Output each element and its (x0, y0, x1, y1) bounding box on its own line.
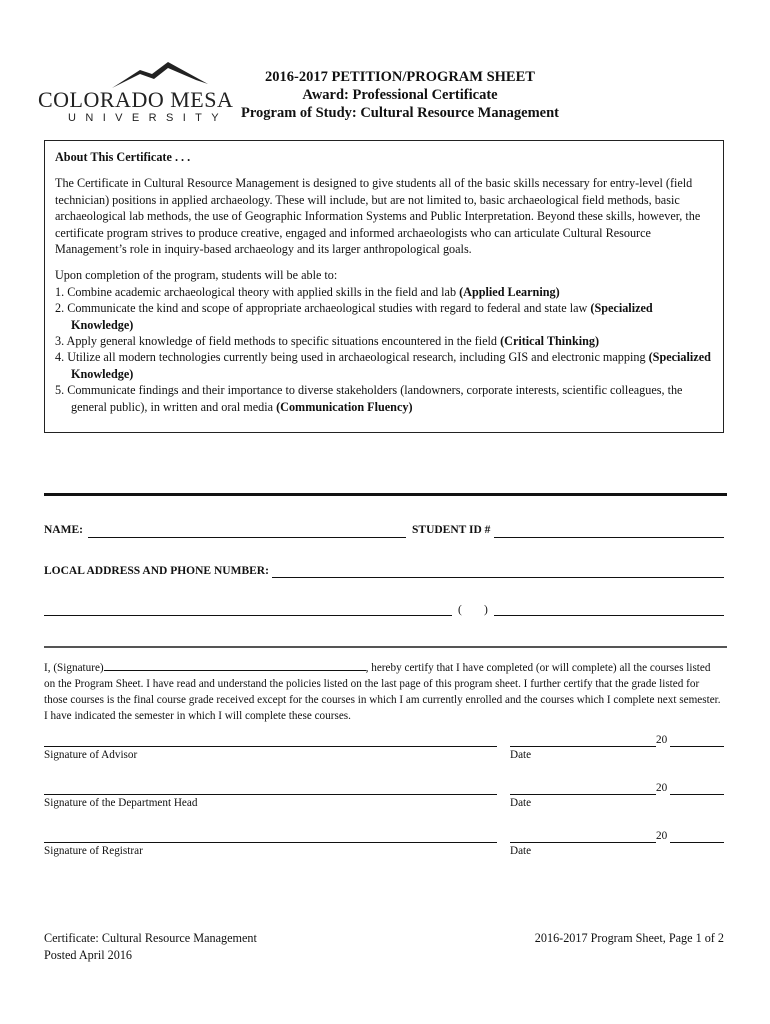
registrar-date-field[interactable] (510, 842, 656, 843)
outcome-item: 4. Utilize all modern technologies currently being used in archaeological research, including GIS and electronic mapping (Specialized Knowledge) (55, 350, 711, 381)
registrar-date-label: Date (510, 845, 532, 857)
program-line: Program of Study: Cultural Resource Management (240, 105, 560, 121)
department-head-date-field[interactable] (510, 794, 656, 795)
outcomes-intro: Upon completion of the program, students will be able to: (55, 268, 338, 283)
advisor-date-field[interactable] (510, 746, 656, 747)
document-header (210, 68, 590, 122)
university-logo (38, 60, 234, 126)
award-line: Award: Professional Certificate (302, 87, 498, 103)
document-title: 2016-2017 PETITION/PROGRAM SHEET (265, 69, 535, 85)
phone-area-close: ) (484, 604, 488, 616)
footer-page-number: 2016-2017 Program Sheet, Page 1 of 2 (534, 931, 724, 945)
footer-left (44, 930, 257, 964)
footer-certificate-name: Certificate: Cultural Resource Management (44, 931, 257, 945)
advisor-signature-label: Signature of Advisor (44, 749, 138, 761)
logo-wordmark: COLORADO MESA (38, 87, 234, 112)
cert-prefix: I, (Signature) (44, 662, 104, 674)
address-field[interactable] (272, 577, 724, 578)
department-head-year-field[interactable] (670, 794, 724, 795)
advisor-year-prefix: 20 (656, 734, 668, 746)
department-head-signature-label: Signature of the Department Head (44, 797, 198, 809)
advisor-signature-field[interactable] (44, 746, 497, 747)
student-id-label: STUDENT ID # (412, 524, 491, 536)
registrar-year-prefix: 20 (656, 830, 668, 842)
department-head-date-label: Date (510, 797, 532, 809)
about-description: The Certificate in Cultural Resource Management is designed to give students all of the basic skills necessary for entry-level (field technician) positions in applied archaeology. These will include, but are not limited to, basic archaeological field methods, basic archaeological lab methods, the use of Geographic Information Systems and Public Interpretation. Beyond these skills, however, the certificate program strives to produce creative, engaged and informed archaeologists who can articulate Cultural Resource Management’s role in inquiry-based archaeology and its larger anthropological goals. (55, 176, 701, 257)
address-label: LOCAL ADDRESS AND PHONE NUMBER: (44, 565, 269, 577)
outcome-item: 3. Apply general knowledge of field methods to specific situations encountered in the field (Critical Thinking) (55, 334, 600, 349)
registrar-year-field[interactable] (670, 842, 724, 843)
section-divider (44, 493, 727, 496)
section-divider-2 (44, 646, 727, 648)
outcome-item: 1. Combine academic archaeological theory with applied skills in the field and lab (Applied Learning) (55, 284, 560, 299)
name-field[interactable] (88, 537, 406, 538)
phone-area-open: ( (458, 604, 462, 616)
mountain-logo-icon (110, 60, 210, 90)
address-line-2-field[interactable] (44, 615, 452, 616)
student-id-field[interactable] (494, 537, 724, 538)
advisor-year-field[interactable] (670, 746, 724, 747)
footer-posted-date: Posted April 2016 (44, 948, 133, 962)
department-head-year-prefix: 20 (656, 782, 668, 794)
registrar-signature-label: Signature of Registrar (44, 845, 143, 857)
about-heading: About This Certificate . . . (55, 150, 191, 164)
outcome-item: 2. Communicate the kind and scope of appropriate archaeological studies with regard to federal and state law (Specialized Knowledge) (55, 301, 653, 332)
department-head-signature-field[interactable] (44, 794, 497, 795)
about-certificate-box (44, 140, 724, 433)
name-label: NAME: (44, 524, 83, 536)
registrar-signature-field[interactable] (44, 842, 497, 843)
cert-text: , hereby certify that I have completed (or will complete) all the courses listed on the Program Sheet. I have read and understand the policies listed on the last page of this program sheet. I further certify that the grade listed for those courses is the final course grade received except for the courses in which I am currently enrolled and the courses which I complete next semester. I have indicated the semester in which I will complete these courses. (44, 662, 721, 722)
logo-university: UNIVERSITY (68, 112, 229, 124)
certification-statement (44, 660, 724, 724)
cert-signature-field[interactable] (104, 660, 366, 671)
outcome-item: 5. Communicate findings and their importance to diverse stakeholders (landowners, corporate interests, scientific colleagues, the general public), in written and oral media (Communication Fluency) (55, 383, 683, 414)
phone-field[interactable] (494, 615, 724, 616)
advisor-date-label: Date (510, 749, 532, 761)
